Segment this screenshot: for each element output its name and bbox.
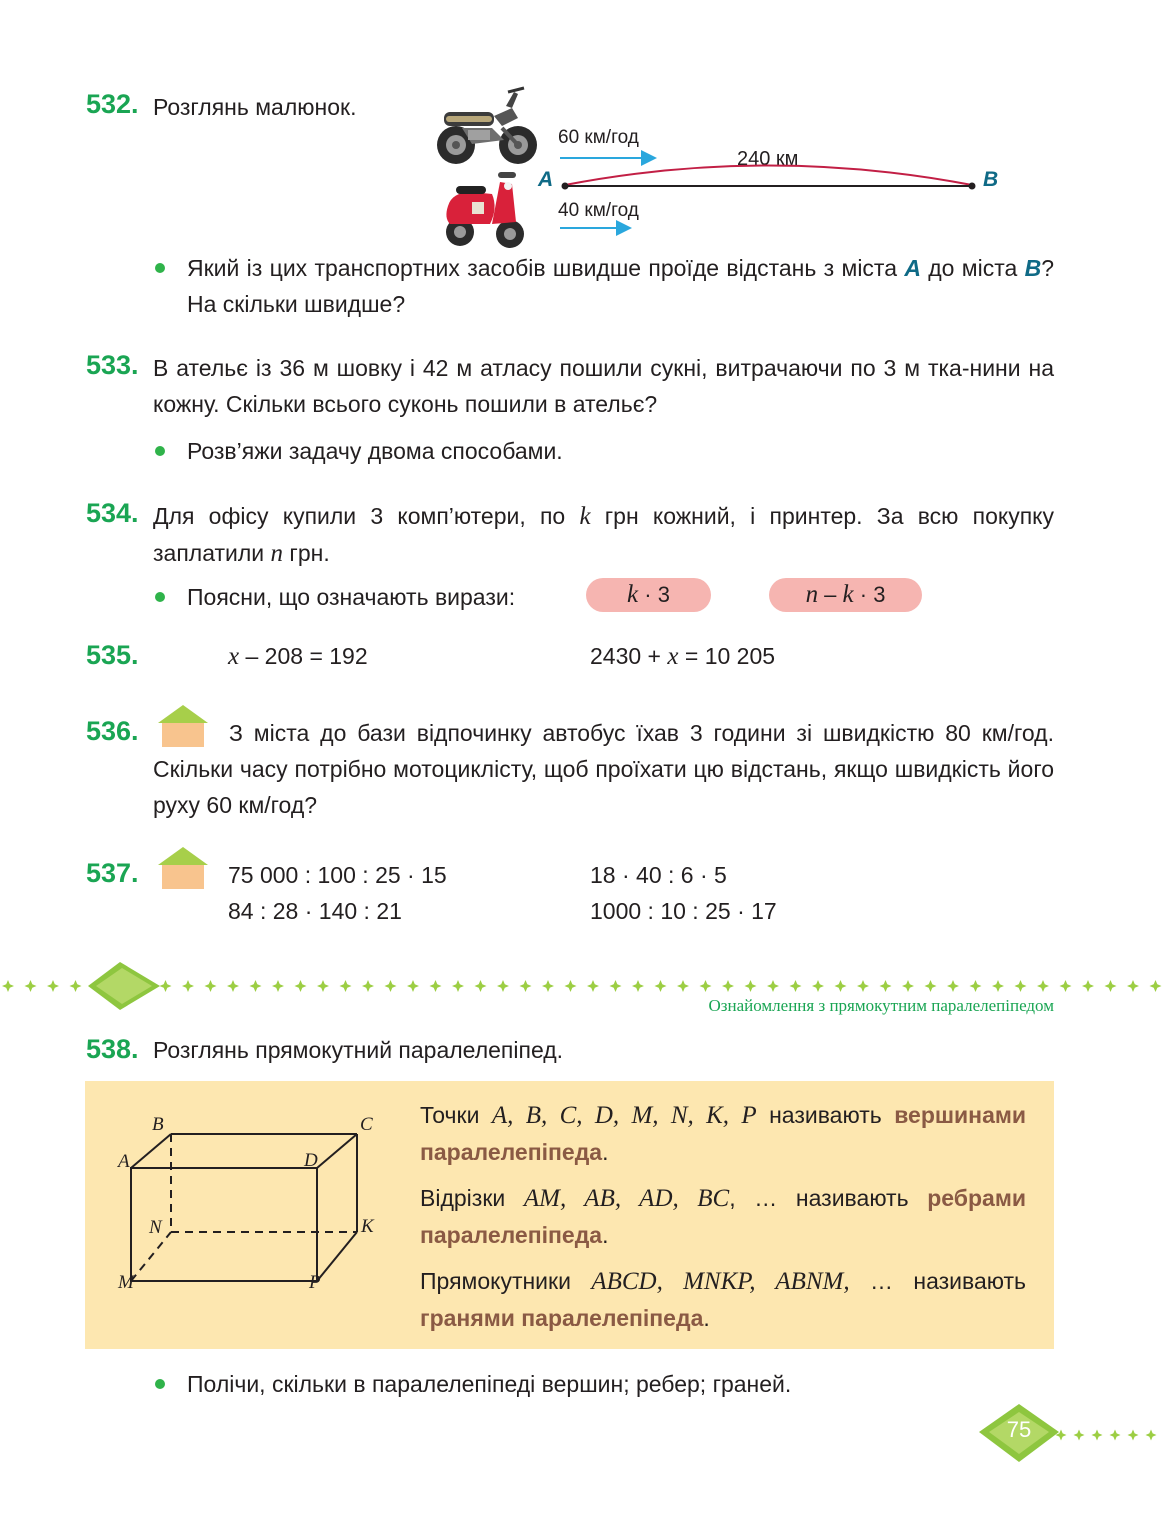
point-b-label: B — [983, 168, 999, 191]
vertex-label-a: A — [118, 1151, 130, 1172]
problem-538-bullet: Полічи, скільки в паралелепіпеді вершин; ребер; граней. — [187, 1371, 792, 1397]
problem-533-text: В ательє із 36 м шовку і 42 м атласу пошили сукні, витрачаючи по 3 м тка-нини на кожну. Скільки всього суконь пошили в ательє? — [153, 355, 1054, 417]
problem-532-question: Який із цих транспортних засобів швидше проїде відстань з міста A до міста B? На скільки швидше? — [187, 255, 1054, 317]
problem-534-text: Для офісу купили 3 комп’ютери, по k грн кожний, і принтер. За всю покупку заплатили n грн. — [153, 503, 1054, 567]
distance-label: 240 км — [737, 148, 799, 170]
problem-number-534: 534. — [86, 498, 139, 528]
vertex-label-k: K — [361, 1216, 374, 1237]
problem-538-text: Розглянь прямокутний паралелепіпед. — [153, 1037, 564, 1063]
bullet-dot — [155, 446, 165, 456]
parallelepiped-figure — [110, 1110, 390, 1300]
vertex-label-n: N — [149, 1217, 162, 1238]
vertex-label-d: D — [304, 1150, 318, 1171]
definition-faces: Прямокутники ABCD, MNKP, ABNM, … називають гранями паралелепіпеда. — [420, 1268, 1027, 1331]
expression-2: 18 · 40 : 6 · 5 — [590, 862, 727, 888]
problem-number-536: 536. — [86, 716, 139, 746]
scooter-icon — [442, 162, 528, 250]
bullet-dot — [155, 1379, 165, 1389]
distance-diagram — [540, 140, 990, 240]
problem-533-bullet: Розв’яжи задачу двома способами. — [187, 438, 563, 464]
expression-pill-n-k3: n – k · 3 — [769, 578, 922, 612]
problem-532-text: Розглянь малюнок. — [153, 94, 357, 120]
problem-number-538: 538. — [86, 1034, 139, 1064]
expression-3: 84 : 28 · 140 : 21 — [228, 898, 402, 924]
vertex-label-b: B — [152, 1114, 164, 1135]
equation-2: 2430 + x = 10 205 — [590, 643, 776, 670]
bullet-dot — [155, 263, 165, 273]
vertex-label-m: M — [118, 1272, 134, 1293]
expression-4: 1000 : 10 : 25 · 17 — [590, 898, 777, 924]
definition-edges: Відрізки AM, AB, AD, BC, … називають ребрами паралелепіпеда. — [420, 1185, 1026, 1248]
expression-1: 75 000 : 100 : 25 · 15 — [228, 862, 447, 888]
problem-number-535: 535. — [86, 640, 139, 670]
vertex-label-c: C — [360, 1114, 373, 1135]
problem-534-bullet: Поясни, що означають вирази: — [187, 584, 516, 610]
problem-number-537: 537. — [86, 858, 139, 888]
definition-vertices: Точки A, B, C, D, M, N, K, P називають вершинами паралелепіпеда. — [420, 1102, 1027, 1165]
bullet-dot — [155, 592, 165, 602]
vertex-label-p: P — [309, 1272, 321, 1293]
expression-pill-k3: k · 3 — [586, 578, 711, 612]
speed-40-label: 40 км/год — [558, 200, 639, 221]
house-icon — [154, 845, 212, 891]
equation-1: x – 208 = 192 — [228, 643, 368, 670]
distance-arc — [565, 166, 972, 186]
problem-number-533: 533. — [86, 350, 139, 380]
problem-536-text: З міста до бази відпочинку автобус їхав 3 години зі швидкістю 80 км/год. Скільки часу потрібно мотоциклісту, щоб проїхати цю відстань, якщо швидкість його руху 60 км/год? — [153, 720, 1054, 818]
speed-60-label: 60 км/год — [558, 127, 639, 148]
problem-number-532: 532. — [86, 89, 139, 119]
page-number: 75 — [1006, 1417, 1032, 1442]
motorcycle-icon — [432, 82, 542, 166]
point-a-label: A — [538, 168, 554, 191]
section-title: Ознайомлення з прямокутним паралелепіпедом — [708, 996, 1054, 1015]
